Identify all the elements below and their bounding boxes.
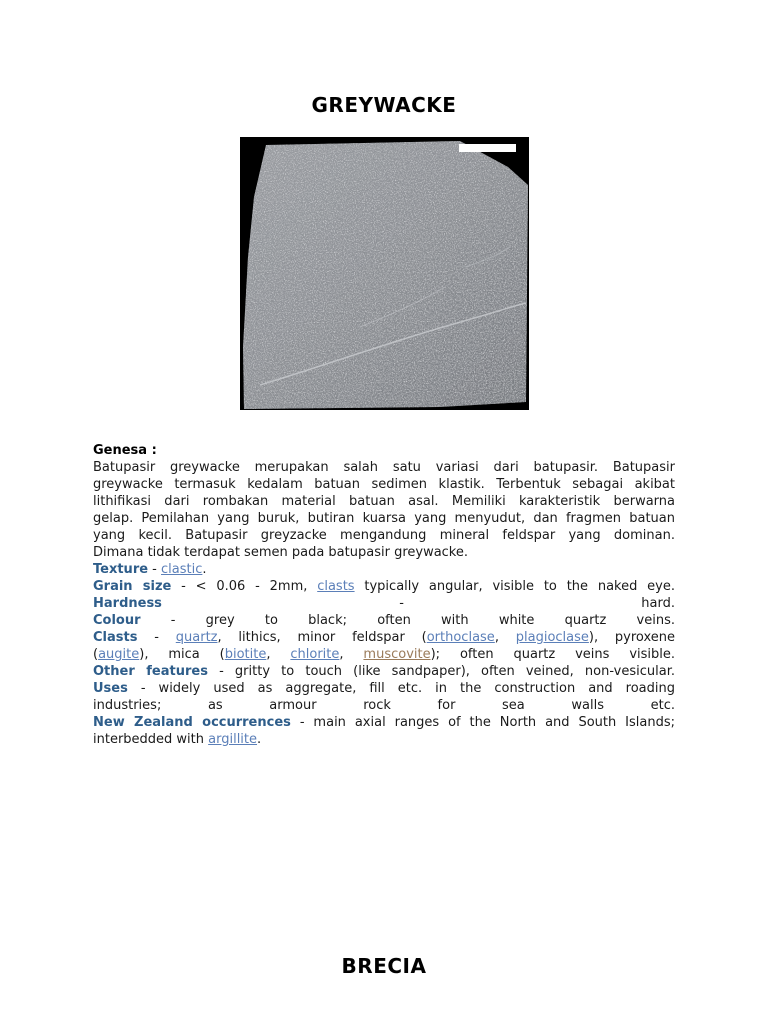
grain-size-row (93, 578, 675, 595)
hardness-row (93, 595, 675, 612)
augite-link[interactable]: augite (98, 647, 140, 662)
punct: . (257, 732, 262, 747)
nz-row-2 (93, 731, 675, 748)
other-features-text: - gritty to touch (like sandpaper), often veined, non-vesicular. (207, 664, 675, 679)
uses-label: Uses (93, 681, 128, 696)
other-features-row (93, 663, 675, 680)
nz-row (93, 714, 675, 731)
clasts-text: , (339, 647, 364, 662)
chlorite-link[interactable]: chlorite (290, 647, 340, 662)
page-title: GREYWACKE (311, 93, 457, 117)
punct: . (202, 562, 207, 577)
rock-photo (240, 137, 529, 410)
grain-size-text: typically angular, visible to the naked eye. (354, 579, 675, 594)
clasts-row-2 (93, 646, 675, 663)
nz-text: - main axial ranges of the North and South Islands; (290, 715, 675, 730)
biotite-link[interactable]: biotite (224, 647, 267, 662)
colour-label: Colour (93, 613, 141, 628)
orthoclase-link[interactable]: orthoclase (426, 630, 495, 645)
clasts-text: ( (93, 647, 99, 662)
texture-row (93, 561, 675, 578)
clasts-text: ), mica ( (139, 647, 225, 662)
nz-text: interbedded with (93, 732, 209, 747)
rock-shape (243, 141, 528, 409)
genesa-line: yang kecil. Batupasir greyzacke mengandung mineral feldspar yang dominan. (93, 528, 675, 543)
separator: - (161, 596, 642, 611)
clasts-link[interactable]: clasts (317, 579, 355, 594)
clasts-row (93, 629, 675, 646)
argillite-link[interactable]: argillite (208, 732, 258, 747)
clasts-text: ); often quartz veins visible. (430, 647, 676, 662)
grain-size-text: - < 0.06 - 2mm, (171, 579, 318, 594)
scale-bar (459, 144, 516, 152)
plagioclase-link[interactable]: plagioclase (515, 630, 589, 645)
hardness-label: Hardness (93, 596, 162, 611)
clasts-text: , (494, 630, 516, 645)
grain-size-label: Grain size (93, 579, 172, 594)
clasts-label: Clasts (93, 630, 138, 645)
other-features-label: Other features (93, 664, 208, 679)
section-title: BRECIA (341, 954, 427, 978)
clasts-text: , lithics, minor feldspar ( (217, 630, 427, 645)
texture-label: Texture (93, 562, 149, 577)
uses-row-2: industries; as armour rock for sea walls etc. (93, 698, 675, 713)
muscovite-link[interactable]: muscovite (363, 647, 431, 662)
greywacke-rock-image (240, 137, 529, 410)
genesa-line: Dimana tidak terdapat semen pada batupasir greywacke. (93, 545, 469, 560)
genesa-line: greywacke termasuk kedalam batuan sedimen klastik. Terbentuk sebagai akibat (93, 477, 675, 492)
separator: - (148, 562, 162, 577)
genesa-line: lithifikasi dari rombakan material batuan asal. Memiliki karakteristik berwarna (93, 494, 675, 509)
rock-description (93, 442, 675, 748)
genesa-line: gelap. Pemilahan yang buruk, butiran kuarsa yang menyudut, dan fragmen batuan (93, 511, 675, 526)
nz-label: New Zealand occurrences (93, 715, 291, 730)
clasts-text: - (137, 630, 176, 645)
genesa-heading: Genesa : (93, 443, 157, 458)
quartz-link[interactable]: quartz (175, 630, 218, 645)
uses-text: - widely used as aggregate, fill etc. in the construction and roading (127, 681, 675, 696)
clasts-text: ), pyroxene (588, 630, 675, 645)
clastic-link[interactable]: clastic (161, 562, 203, 577)
uses-row (93, 680, 675, 697)
genesa-line: Batupasir greywacke merupakan salah satu variasi dari batupasir. Batupasir (93, 460, 675, 475)
colour-row (93, 612, 675, 629)
colour-text: - grey to black; often with white quartz veins. (140, 613, 675, 628)
clasts-text: , (266, 647, 291, 662)
hardness-value: hard. (641, 596, 675, 611)
